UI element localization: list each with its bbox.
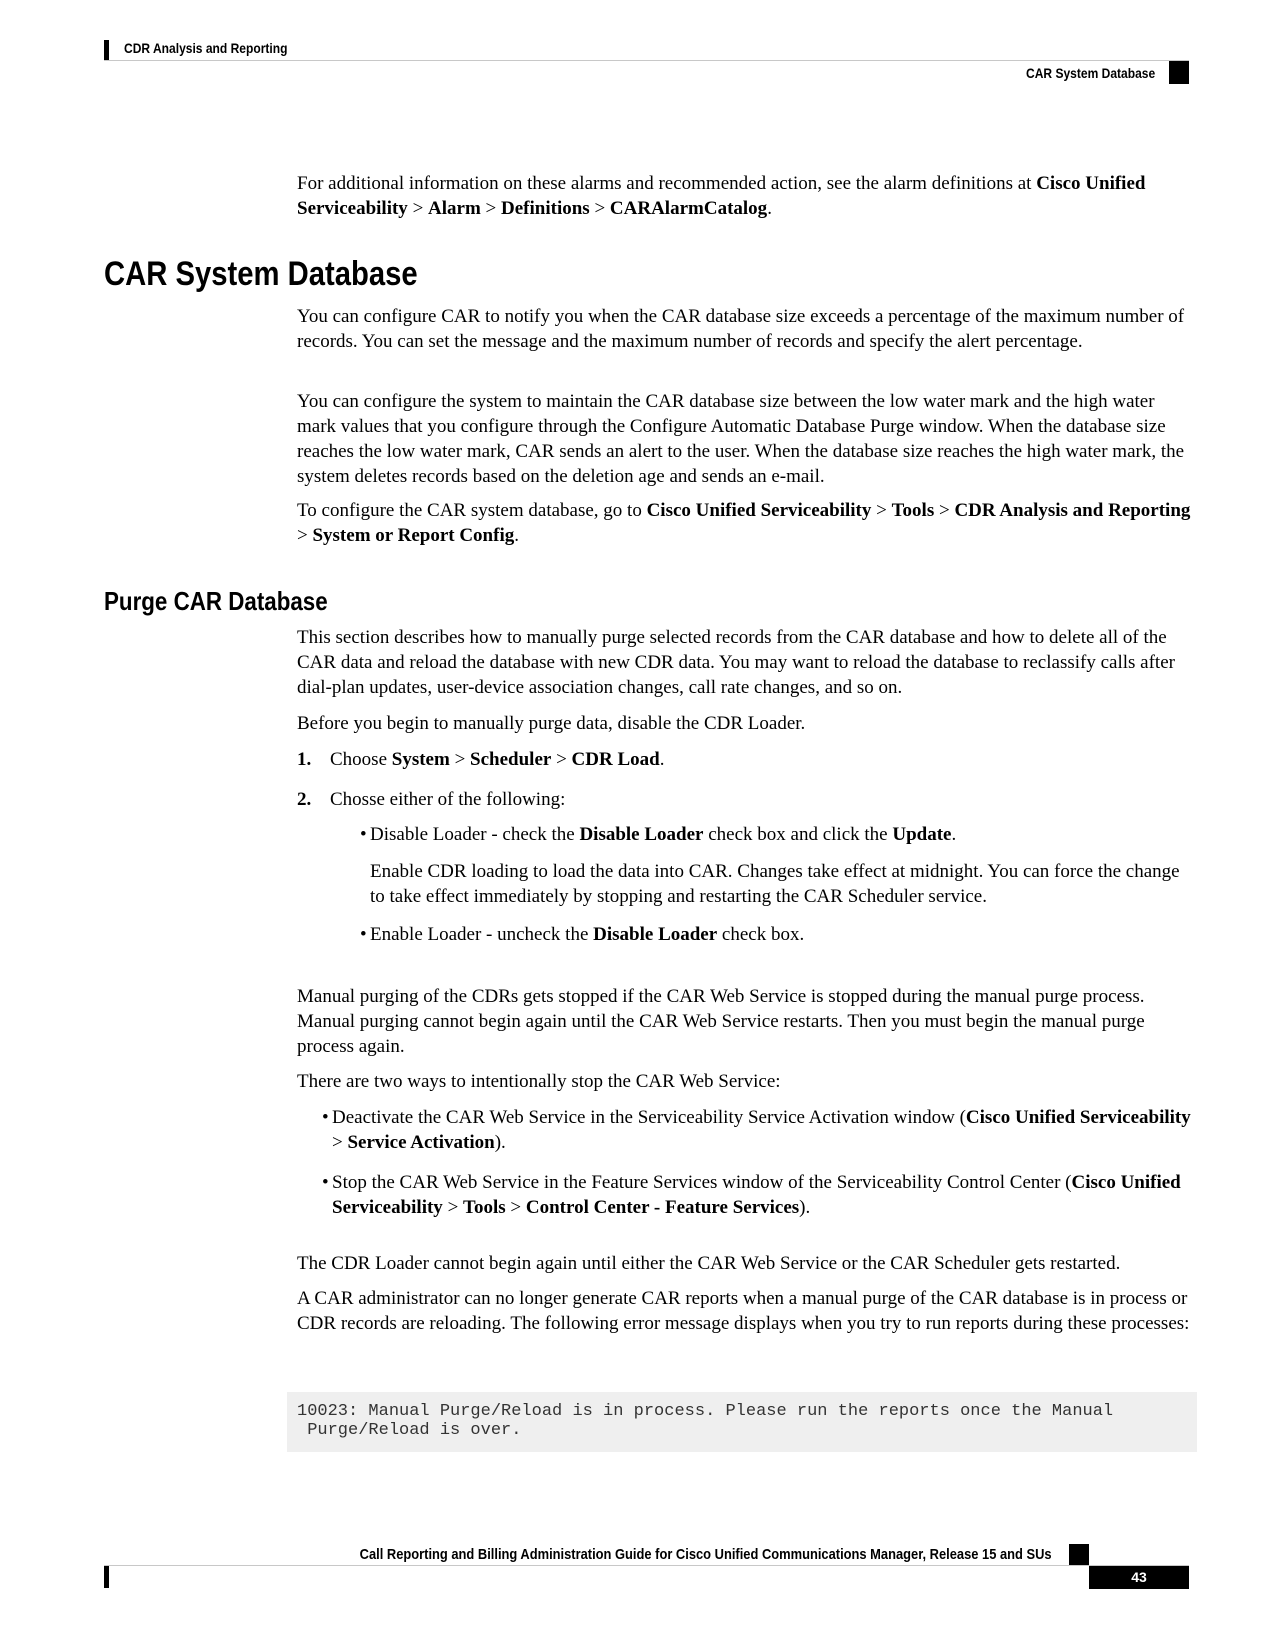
menu-path-item: Alarm <box>428 198 481 219</box>
step-number: 2. <box>297 789 312 810</box>
menu-path-item: CDR Load <box>571 749 660 770</box>
menu-path-item: Tools <box>891 500 935 521</box>
bullet-glyph: • <box>322 1107 329 1128</box>
footer-rule <box>104 1565 1189 1566</box>
section1-paragraph-1: You can configure CAR to notify you when the CAR database size exceeds a percentage of the maximum number of records. You can set the message and the maximum number of records and specify the alert percentage. <box>297 306 1185 352</box>
section2-paragraph-4: There are two ways to intentionally stop the CAR Web Service: <box>297 1071 781 1092</box>
section2-paragraph-6: A CAR administrator can no longer generate CAR reports when a manual purge of the CAR database is in process or CDR records are reloading. The following error message displays when you try to run reports during these processes: <box>297 1288 1190 1334</box>
section2-paragraph-5: The CDR Loader cannot begin again until either the CAR Web Service or the CAR Scheduler gets restarted. <box>297 1253 1121 1274</box>
running-header-chapter: CDR Analysis and Reporting <box>124 40 288 56</box>
error-message-code: 10023: Manual Purge/Reload is in process. Please run the reports once the Manual Purge/Reload is over. <box>297 1402 1114 1440</box>
header-rule <box>104 60 1189 61</box>
menu-path-item: CARAlarmCatalog <box>609 198 768 219</box>
section2-paragraph-2: Before you begin to manually purge data, disable the CDR Loader. <box>297 713 806 734</box>
footer-square <box>1069 1544 1089 1565</box>
error-message-code-block <box>287 1392 1197 1452</box>
section2-paragraph-3: Manual purging of the CDRs gets stopped if the CAR Web Service is stopped during the manual purge process. Manual purging cannot begin again until the CAR Web Service restarts. Then you must begin the manual purge process again. <box>297 986 1145 1057</box>
menu-path-item: Cisco Unified Serviceability <box>297 173 1146 219</box>
bullet-glyph: • <box>360 824 367 845</box>
header-left-bar <box>104 40 109 60</box>
section1-paragraph-3: To configure the CAR system database, go to Cisco Unified Serviceability > Tools > CDR Analysis and Reporting > System or Report Config. <box>297 500 1191 546</box>
intro-paragraph: For additional information on these alarms and recommended action, see the alarm definitions at Cisco Unified Serviceability > Alarm > Definitions > CARAlarmCatalog. <box>297 173 1146 219</box>
step-number: 1. <box>297 749 312 770</box>
menu-path-item: System or Report Config <box>312 525 515 546</box>
page-number: 43 <box>1089 1566 1189 1589</box>
subsection-title: Purge CAR Database <box>104 586 328 616</box>
running-header-section: CAR System Database <box>1025 65 1155 81</box>
section-title: CAR System Database <box>104 255 418 293</box>
section2-paragraph-1: This section describes how to manually purge selected records from the CAR database and how to delete all of the CAR data and reload the database with new CDR data. You may want to reload the database to reclassify calls after dial-plan updates, user-device association changes, call rate changes, and so on. <box>297 627 1175 698</box>
footer-left-bar <box>104 1566 109 1588</box>
menu-path-item: Definitions <box>501 198 590 219</box>
menu-path-item: CDR Analysis and Reporting <box>954 500 1191 521</box>
menu-path-item: Scheduler <box>470 749 552 770</box>
bullet-note: Enable CDR loading to load the data into CAR. Changes take effect at midnight. You can force the change to take effect immediately by stopping and restarting the CAR Scheduler service. <box>370 861 1180 907</box>
menu-path-item: Cisco Unified Serviceability <box>646 500 872 521</box>
section1-paragraph-2: You can configure the system to maintain the CAR database size between the low water mark and the high water mark values that you configure through the Configure Automatic Database Purge window. When the database size reaches the low water mark, CAR sends an alert to the user. When the database size reaches the high water mark, the system deletes records based on the deletion age and sends an e-mail. <box>297 391 1185 487</box>
footer-book-title: Call Reporting and Billing Administration Guide for Cisco Unified Communications Manager, Release 15 and SUs <box>360 1546 1052 1563</box>
menu-path-item: System <box>391 749 450 770</box>
bullet-glyph: • <box>360 924 367 945</box>
header-right-square <box>1169 61 1189 84</box>
bullet-glyph: • <box>322 1172 329 1193</box>
